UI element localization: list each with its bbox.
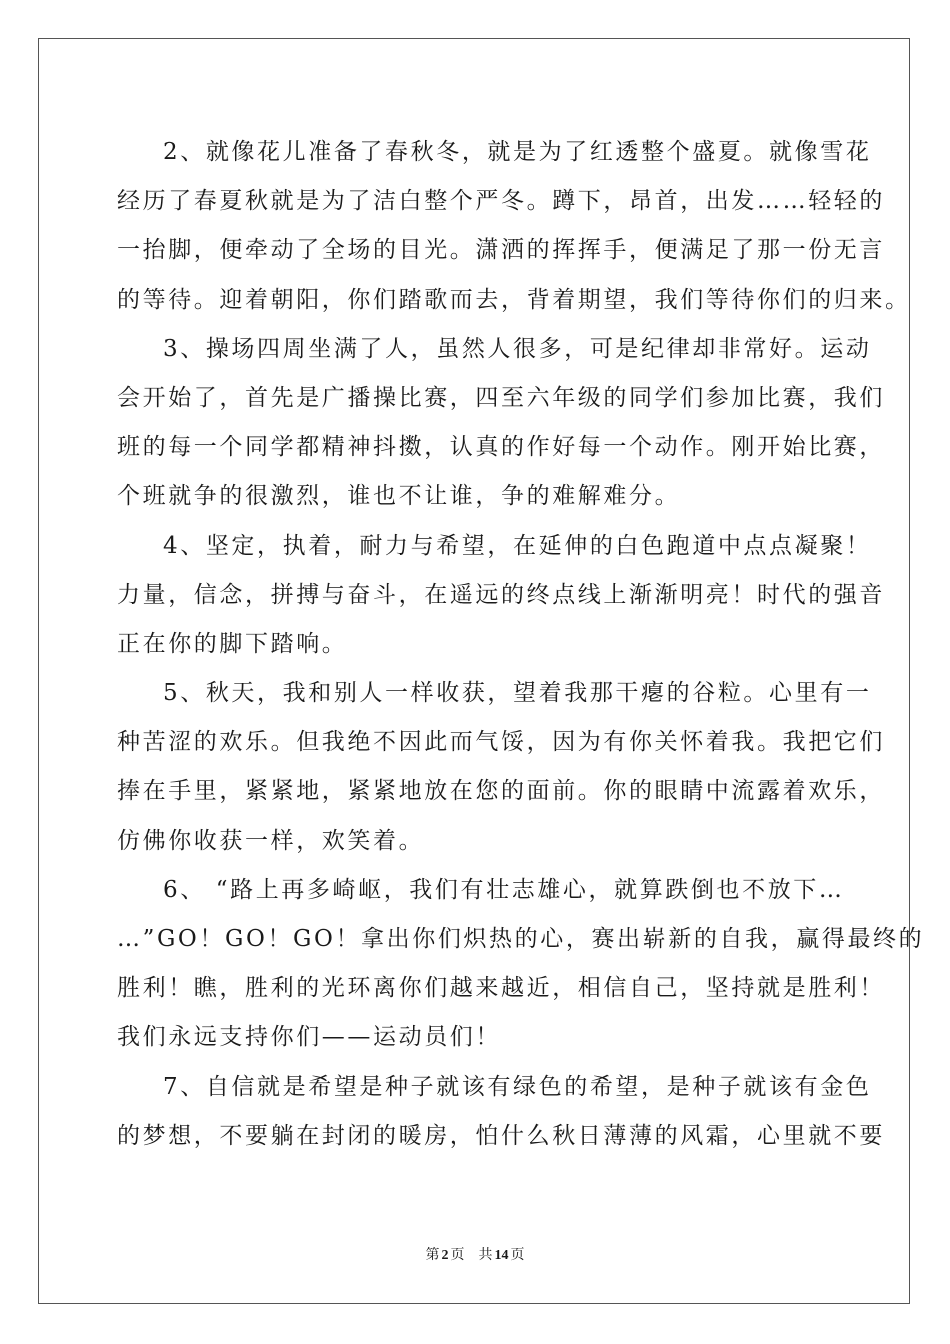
text-line-12: 5、秋天，我和别人一样收获，望着我那干瘪的谷粒。心里有一 bbox=[163, 680, 872, 707]
text-line-17: …”GO！GO！GO！拿出你们炽热的心，赛出崭新的自我，赢得最终的 bbox=[117, 926, 925, 952]
text-line-5: 3、操场四周坐满了人，虽然人很多，可是纪律却非常好。运动 bbox=[163, 335, 872, 362]
page-footer bbox=[0, 1244, 950, 1264]
text-line-4: 的等待。迎着朝阳，你们踏歌而去，背着期望，我们等待你们的归来。 bbox=[117, 286, 911, 313]
text-line-15: 仿佛你收获一样，欢笑着。 bbox=[117, 827, 425, 854]
text-line-20: 7、自信就是希望是种子就该有绿色的希望，是种子就该有金色 bbox=[163, 1073, 872, 1100]
text-line-16: 6、 “路上再多崎岖，我们有壮志雄心，就算跌倒也不放下… bbox=[163, 876, 845, 903]
text-line-2: 经历了春夏秋就是为了洁白整个严冬。蹲下，昂首，出发……轻轻的 bbox=[117, 188, 885, 215]
total-label-prefix: 共 bbox=[478, 1248, 493, 1263]
text-line-1: 2、就像花儿准备了春秋冬，就是为了红透整个盛夏。就像雪花 bbox=[163, 139, 872, 165]
text-line-9: 4、坚定，执着，耐力与希望，在延伸的白色跑道中点点凝聚！ bbox=[163, 532, 872, 559]
page-number: 2 bbox=[441, 1248, 449, 1263]
total-pages: 14 bbox=[494, 1248, 509, 1263]
text-line-11: 正在你的脚下踏响。 bbox=[117, 630, 348, 657]
text-line-3: 一抬脚，便牵动了全场的目光。潇洒的挥挥手，便满足了那一份无言 bbox=[117, 237, 885, 264]
page-label-suffix: 页 bbox=[450, 1248, 465, 1263]
text-line-13: 种苦涩的欢乐。但我绝不因此而气馁，因为有你关怀着我。我把它们 bbox=[117, 729, 885, 756]
text-line-18: 胜利！瞧，胜利的光环离你们越来越近，相信自己，坚持就是胜利！ bbox=[117, 975, 885, 1002]
page-label-prefix: 第 bbox=[425, 1248, 440, 1263]
text-line-10: 力量，信念，拼搏与奋斗，在遥远的终点线上渐渐明亮！时代的强音 bbox=[117, 581, 885, 608]
document-body bbox=[117, 128, 925, 1161]
text-line-21: 的梦想，不要躺在封闭的暖房，怕什么秋日薄薄的风霜，心里就不要 bbox=[117, 1122, 885, 1149]
text-line-7: 班的每一个同学都精神抖擞，认真的作好每一个动作。刚开始比赛， bbox=[117, 434, 885, 461]
text-line-14: 捧在手里，紧紧地，紧紧地放在您的面前。你的眼睛中流露着欢乐， bbox=[117, 778, 885, 805]
total-label-suffix: 页 bbox=[510, 1248, 525, 1263]
text-line-19: 我们永远支持你们——运动员们！ bbox=[117, 1024, 501, 1051]
text-line-6: 会开始了，首先是广播操比赛，四至六年级的同学们参加比赛，我们 bbox=[117, 384, 885, 411]
text-line-8: 个班就争的很激烈，谁也不让谁，争的难解难分。 bbox=[117, 483, 681, 510]
